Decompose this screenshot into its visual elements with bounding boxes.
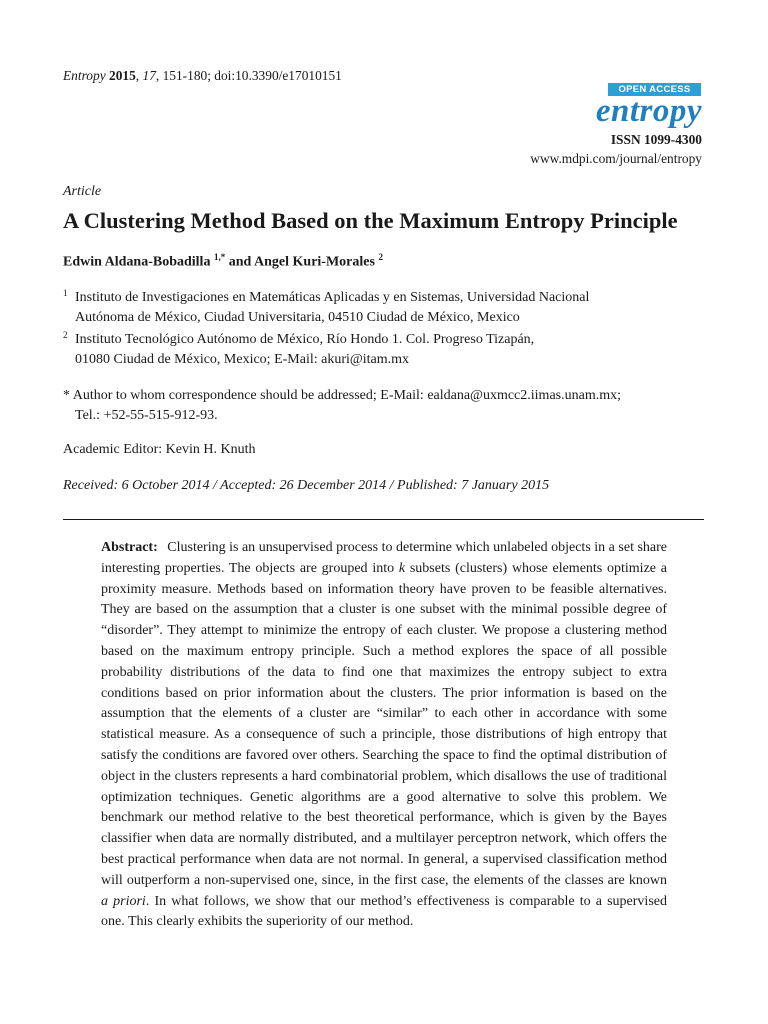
citation-year: 2015: [109, 68, 136, 83]
journal-url[interactable]: www.mdpi.com/journal/entropy: [530, 151, 702, 166]
abstract-variable-k: k: [398, 560, 406, 576]
correspondence-mark: *: [63, 388, 70, 403]
citation-line: Entropy 2015, 17, 151-180; doi:10.3390/e17010151: [63, 68, 342, 83]
affiliation-1: [63, 288, 723, 327]
abstract-a-priori: a priori: [101, 893, 146, 909]
correspondence-note: [63, 386, 723, 426]
author-list: [63, 252, 383, 271]
affiliation-line[interactable]: 01080 Ciudad de México, Mexico; E-Mail: akuri@itam.mx: [75, 351, 410, 367]
citation-volume: 17: [142, 68, 156, 83]
affiliation-2: [63, 330, 723, 369]
paper-title: A Clustering Method Based on the Maximum Entropy Principle: [63, 208, 678, 233]
abstract-text: Clustering is an unsupervised process to determine which unlabeled objects in a set share interesting properties. The objects are grouped into: [101, 540, 668, 576]
affiliation-number: 1: [63, 288, 68, 298]
open-access-badge: OPEN ACCESS: [608, 83, 701, 96]
abstract-text: subsets (clusters) whose elements optimize a proximity measure. Methods based on information theory have proven to be feasible alternatives. They are based on the assumption that a cluster is one subset with the minimal possible degree of “disorder”. They attempt to minimize the entropy of each cluster. We propose a clustering method based on the maximum entropy principle. Such a method explores the space of all possible probability distributions of the data to find one that maximizes the entropy subject to extra conditions based on prior information about the clusters. The prior information is based on the assumption that the elements of a cluster are “similar” to each other in accordance with some statistical measure. As a consequence of such a principle, those distributions of high entropy that satisfy the conditions are favored over others. Searching the space to find the optimal distribution of object in the clusters represents a hard combinatorial problem, which disallows the use of traditional optimization techniques. Genetic algorithms are a good alternative to solve this problem. We benchmark our method relative to the best theoretical performance, which is given by the Bayes classifier when data are normally distributed, and a multilayer perceptron network, which offers the best practical performance when data are not normal. In general, a supervised classification method will outperform a non-supervised one, since, in the first case, the elements of the classes are known: [101, 560, 667, 888]
journal-name: Entropy: [63, 68, 106, 83]
correspondence-text[interactable]: Author to whom correspondence should be addressed; E-Mail: ealdana@uxmcc2.iimas.unam.mx;: [72, 388, 621, 403]
abstract: [101, 538, 667, 933]
affiliation-line: Instituto de Investigaciones en Matemáticas Aplicadas y en Sistemas, Universidad Nacional: [75, 290, 590, 305]
correspondence-phone: Tel.: +52-55-515-912-93.: [75, 408, 218, 423]
affiliation-number: 2: [63, 330, 68, 340]
author-name: Angel Kuri-Morales: [254, 254, 375, 270]
publication-dates: Received: 6 October 2014 / Accepted: 26 December 2014 / Published: 7 January 2015: [63, 478, 550, 493]
correspondence-line[interactable]: [63, 386, 723, 406]
author-joiner: and: [225, 254, 255, 270]
author-affiliation-mark: 2: [378, 252, 383, 262]
affiliation-line: Autónoma de México, Ciudad Universitaria, 04510 Ciudad de México, Mexico: [75, 309, 520, 325]
affiliation-line: Instituto Tecnológico Autónomo de México, Río Hondo 1. Col. Progreso Tizapán,: [75, 332, 535, 347]
article-type: Article: [63, 184, 102, 199]
issn: ISSN 1099-4300: [610, 132, 702, 147]
academic-editor: Academic Editor: Kevin H. Knuth: [63, 442, 256, 457]
author-name: Edwin Aldana-Bobadilla: [63, 254, 211, 270]
citation-pages-doi[interactable]: , 151-180; doi:10.3390/e17010151: [155, 68, 342, 83]
journal-logo: entropy: [595, 93, 702, 129]
abstract-label: Abstract:: [101, 540, 158, 555]
section-divider: [63, 519, 704, 520]
abstract-text: . In what follows, we show that our method’s effectiveness is comparable to a supervised one. This clearly exhibits the superiority of our method.: [101, 893, 667, 930]
author-affiliation-mark: 1,*: [213, 252, 226, 262]
